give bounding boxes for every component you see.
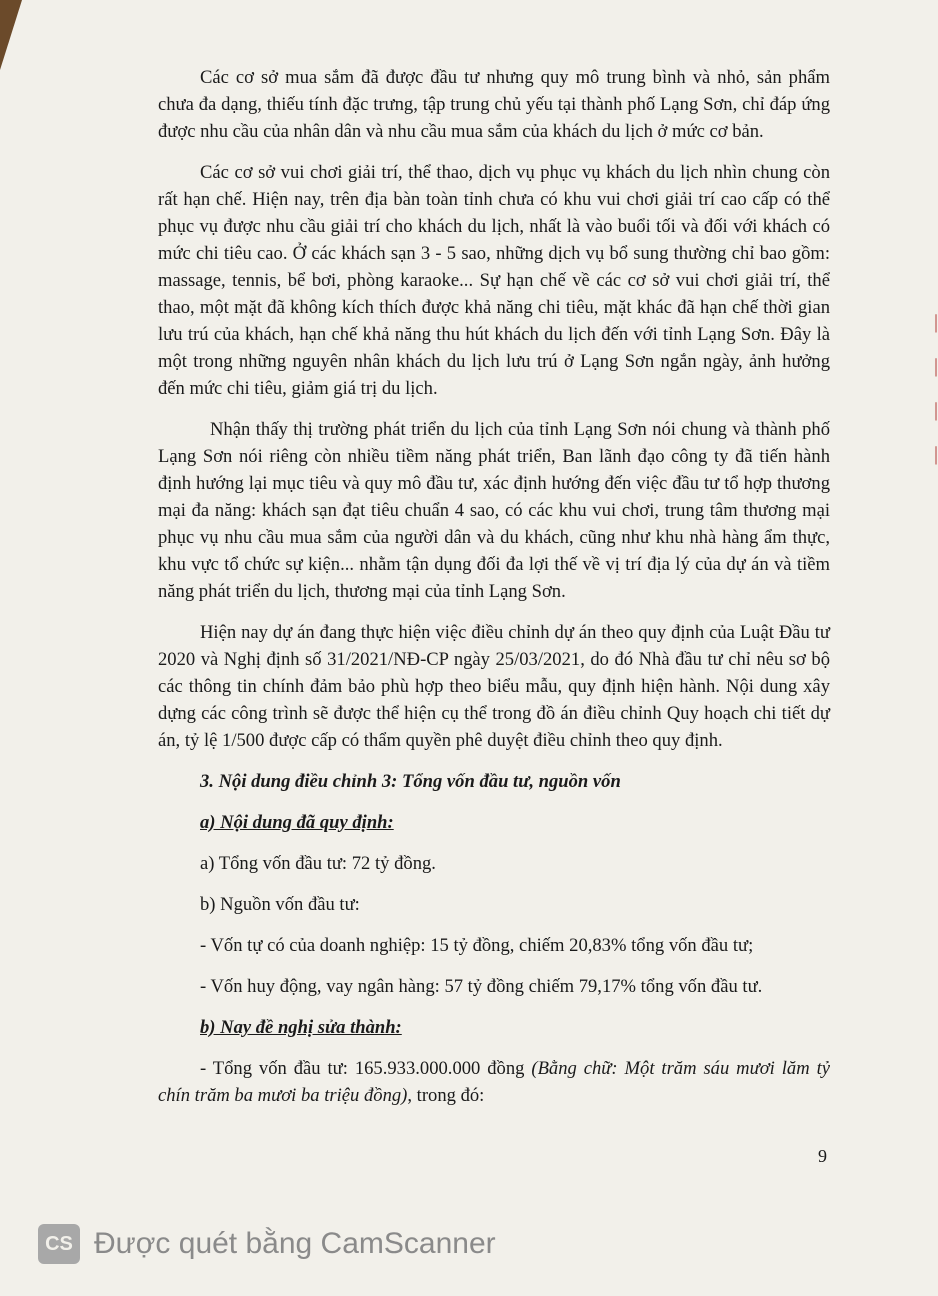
- new-total-in-words: (Bằng chữ: Một trăm sáu mươi lăm tỷ chín trăm ba mươi ba triệu đồng): [158, 1058, 830, 1106]
- page-corner-shadow: [0, 0, 22, 70]
- paragraph-adjustment: Hiện nay dự án đang thực hiện việc điều chỉnh dự án theo quy định của Luật Đầu tư 2020 và Nghị định số 31/2021/NĐ-CP ngày 25/03/2021, do đó Nhà đầu tư chỉ nêu sơ bộ các thông tin chính đảm bảo phù hợp theo biểu mẫu, quy định hiện hành. Nội dung xây dựng các công trình sẽ được thể hiện cụ thể trong đồ án điều chỉnh Quy hoạch chi tiết dự án, tỷ lệ 1/500 được cấp có thẩm quyền phê duyệt điều chỉnh theo quy định.: [158, 622, 830, 751]
- section-heading: 3. Nội dung điều chỉnh 3: Tổng vốn đầu tư, nguồn vốn: [200, 771, 621, 792]
- item-capital-source: b) Nguồn vốn đầu tư:: [200, 894, 360, 915]
- item-new-total-capital: [158, 1055, 830, 1109]
- paragraph-shopping: Các cơ sở mua sắm đã được đầu tư nhưng quy mô trung bình và nhỏ, sản phẩm chưa đa dạng, thiếu tính đặc trưng, tập trung chủ yếu tại thành phố Lạng Sơn, chỉ đáp ứng được nhu cầu của nhân dân và nhu cầu mua sắm của khách du lịch ở mức cơ bản.: [158, 67, 830, 142]
- new-total-text: - Tổng vốn đầu tư: 165.933.000.000 đồng: [200, 1058, 532, 1079]
- item-total-capital: a) Tổng vốn đầu tư: 72 tỷ đồng.: [200, 853, 436, 874]
- margin-handwriting: | | | |: [933, 311, 938, 465]
- paragraph-entertainment: Các cơ sở vui chơi giải trí, thể thao, dịch vụ phục vụ khách du lịch nhìn chung còn rất hạn chế. Hiện nay, trên địa bàn toàn tỉnh chưa có khu vui chơi giải trí cao cấp có thể phục vụ được nhu cầu giải trí cho khách du lịch, nhất là vào buổi tối và đối với khách có mức chi tiêu cao. Ở các khách sạn 3 - 5 sao, những dịch vụ bổ sung thường chỉ bao gồm: massage, tennis, bể bơi, phòng karaoke... Sự hạn chế về các cơ sở vui chơi giải trí, thể thao, một mặt đã không kích thích được khả năng chi tiêu, mặt khác đã hạn chế thời gian lưu trú của khách, hạn chế khả năng thu hút khách du lịch đến với tỉnh Lạng Sơn. Đây là một trong những nguyên nhân khách du lịch lưu trú ở Lạng Sơn ngắn ngày, ảnh hưởng đến mức chi tiêu, giảm giá trị du lịch.: [158, 162, 830, 399]
- item-own-capital: - Vốn tự có của doanh nghiệp: 15 tỷ đồng, chiếm 20,83% tổng vốn đầu tư;: [200, 935, 754, 956]
- scanner-watermark: [38, 1222, 496, 1266]
- document-body: [158, 64, 830, 1123]
- subheading-a: a) Nội dung đã quy định:: [200, 812, 394, 833]
- item-loan-capital: - Vốn huy động, vay ngân hàng: 57 tỷ đồng chiếm 79,17% tổng vốn đầu tư.: [200, 976, 763, 997]
- new-total-tail: , trong đó:: [407, 1085, 485, 1106]
- subheading-b: b) Nay đề nghị sửa thành:: [200, 1017, 402, 1038]
- camscanner-logo-icon: CS: [38, 1224, 80, 1264]
- page-number: 9: [818, 1146, 827, 1166]
- paragraph-market: Nhận thấy thị trường phát triển du lịch của tỉnh Lạng Sơn nói chung và thành phố Lạng Sơn nói riêng còn nhiều tiềm năng phát triển, Ban lãnh đạo công ty đã tiến hành định hướng lại mục tiêu và quy mô đầu tư, xác định hướng đến việc đầu tư tổ hợp thương mại đa năng: khách sạn đạt tiêu chuẩn 4 sao, có các khu vui chơi, trung tâm thương mại phục vụ nhu cầu mua sắm của người dân và du khách, cũng như khu nhà hàng ẩm thực, khu vực tổ chức sự kiện... nhằm tận dụng đối đa lợi thế về vị trí địa lý của dự án và tiềm năng phát triển du lịch, thương mại của tỉnh Lạng Sơn.: [158, 419, 830, 602]
- watermark-text: Được quét bằng CamScanner: [94, 1227, 496, 1260]
